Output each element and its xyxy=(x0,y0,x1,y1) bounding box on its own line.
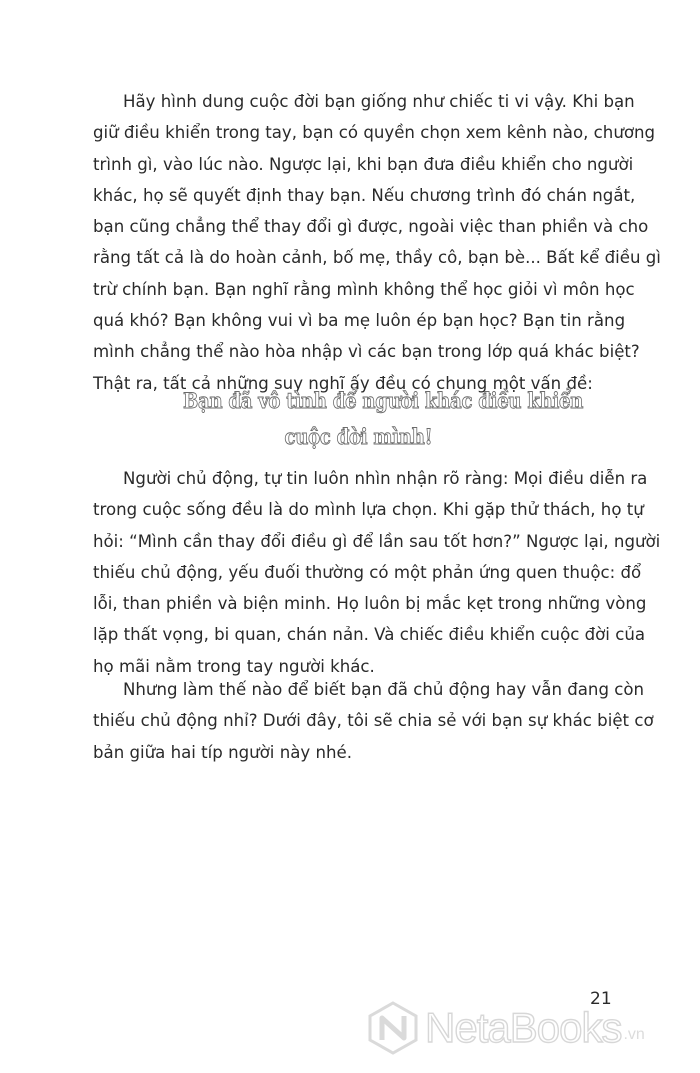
netabooks-logo-icon xyxy=(367,1000,419,1056)
text-line: khác, họ sẽ quyết định thay bạn. Nếu chương trình đó chán ngắt, xyxy=(93,185,636,205)
text-line: thiếu chủ động nhỉ? Dưới đây, tôi sẽ chia sẻ với bạn sự khác biệt cơ xyxy=(93,711,654,731)
text-line: trình gì, vào lúc nào. Ngược lại, khi bạn đưa điều khiển cho người xyxy=(93,154,634,174)
text-line: mình chẳng thể nào hòa nhập vì các bạn trong lớp quá khác biệt? xyxy=(93,342,640,362)
text-line: bản giữa hai típ người này nhé. xyxy=(93,742,352,762)
paragraph-intro xyxy=(93,86,661,399)
text-line: trong cuộc sống đều là do mình lựa chọn. Khi gặp thử thách, họ tự xyxy=(93,500,644,520)
paragraph-transition xyxy=(93,674,654,768)
text-line: lặp thất vọng, bi quan, chán nản. Và chiếc điều khiển cuộc đời của xyxy=(93,625,646,645)
text-line: họ mãi nằm trong tay người khác. xyxy=(93,656,375,676)
watermark-brand: NetaBooks xyxy=(425,1004,622,1051)
text-line: rằng tất cả là do hoàn cảnh, bố mẹ, thầy cô, bạn bè... Bất kể điều gì xyxy=(93,248,661,268)
watermark xyxy=(367,998,645,1058)
pull-quote-line-1: Bạn đã vô tình để người khác điều khiển xyxy=(183,388,584,413)
watermark-suffix: .vn xyxy=(623,1026,645,1043)
text-line: hỏi: “Mình cần thay đổi điều gì để lần sau tốt hơn?” Ngược lại, người xyxy=(93,531,661,551)
text-line: lỗi, than phiền và biện minh. Họ luôn bị mắc kẹt trong những vòng xyxy=(93,594,647,614)
text-line: Thật ra, tất cả những suy nghĩ ấy đều có chung một vấn đề: xyxy=(93,373,593,393)
text-line: quá khó? Bạn không vui vì ba mẹ luôn ép bạn học? Bạn tin rằng xyxy=(93,311,626,331)
text-line: trừ chính bạn. Bạn nghĩ rằng mình không thể học giỏi vì môn học xyxy=(93,279,635,299)
text-line: Người chủ động, tự tin luôn nhìn nhận rõ ràng: Mọi điều diễn ra xyxy=(123,469,648,488)
text-line: bạn cũng chẳng thể thay đổi gì được, ngoài việc than phiền và cho xyxy=(93,217,649,237)
text-line: giữ điều khiển trong tay, bạn có quyền chọn xem kênh nào, chương xyxy=(93,123,656,143)
text-line: thiếu chủ động, yếu đuối thường có một phản ứng quen thuộc: đổ xyxy=(93,562,642,582)
text-line: Hãy hình dung cuộc đời bạn giống như chiếc ti vi vậy. Khi bạn xyxy=(123,92,635,111)
page-number: 21 xyxy=(590,989,612,1009)
paragraph-proactive xyxy=(93,463,661,682)
pull-quote xyxy=(183,383,584,455)
pull-quote-line-2: cuộc đời mình! xyxy=(284,424,433,449)
text-line: Nhưng làm thế nào để biết bạn đã chủ động hay vẫn đang còn xyxy=(123,680,645,699)
